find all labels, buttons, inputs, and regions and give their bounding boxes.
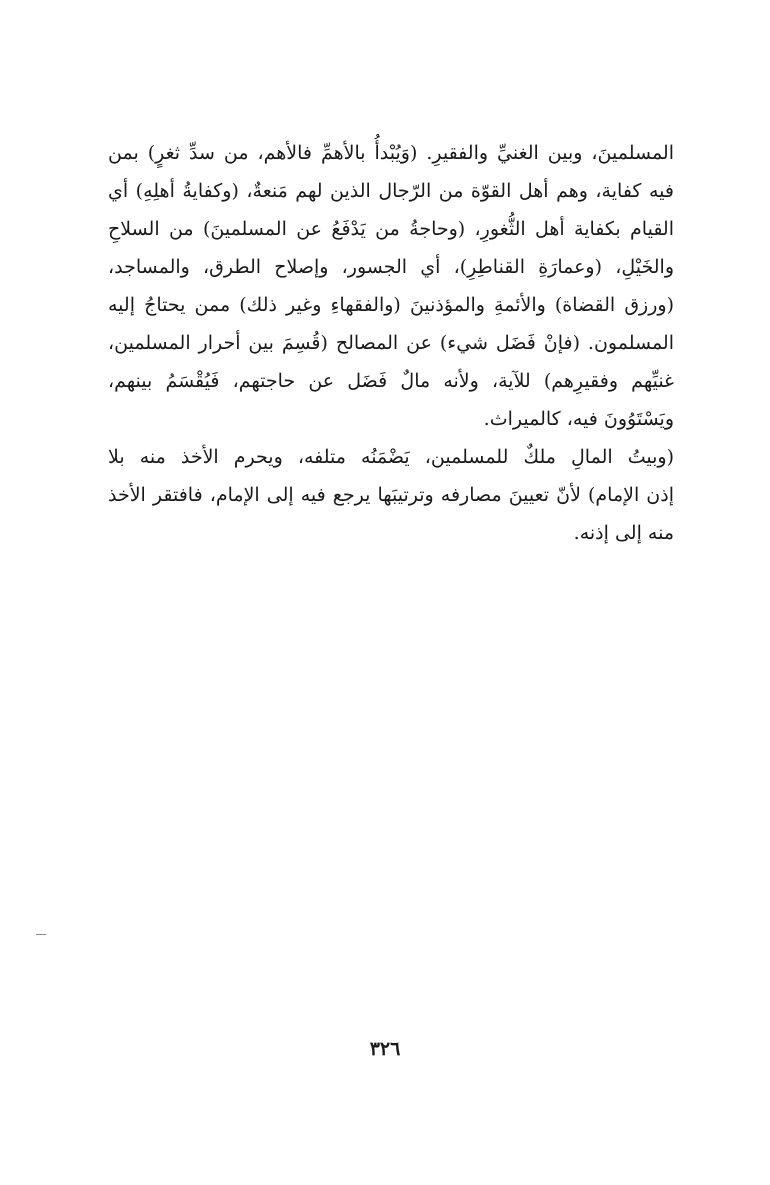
page-number: ٣٢٦ xyxy=(369,1038,401,1060)
paragraph-1 xyxy=(108,134,674,438)
text-line: غنيِّهم وفقيرِهم) للآية، ولأنه مالٌ فَضَل عن حاجتهم، فَيُقْسَمُ بينهم، xyxy=(108,370,674,392)
text-line: (وبيتُ المالِ ملكٌ للمسلمين، يَضْمَنُه متلفه، ويحرم الأخذ منه بلا xyxy=(108,446,674,468)
text-line: منه إلى إذنه. xyxy=(573,522,674,544)
text-line: إذن الإمام) لأنّ تعيينَ مصارفه وترتيبَها يرجع فيه إلى الإمام، فافتقر الأخذ xyxy=(108,484,674,506)
text-line: ويَسْتَوُونَ فيه، كالميراث. xyxy=(483,408,674,430)
text-line: المسلمينَ، وبين الغنيِّ والفقيرِ. (وَيُبْدأُ بالأهمِّ فالأهم، من سدِّ ثغرٍ) بمن xyxy=(108,142,674,164)
paragraph-2 xyxy=(108,438,674,552)
text-line: فيه كفاية، وهم أهل القوّة من الرّجال الذين لهم مَنعةٌ، (وكفايةُ أهلِهِ) أي xyxy=(108,180,674,202)
text-line: القيام بكفاية أهل الثُّغورِ، (وحاجةُ من يَدْفَعُ عن المسلمينَ) من السلاحِ xyxy=(108,218,674,240)
text-line: والخَيْلِ، (وعمارَةِ القناطِرِ)، أي الجسور، وإصلاح الطرق، والمساجد، xyxy=(108,256,674,278)
text-line: (ورزق القضاة) والأئمةِ والمؤذنينَ (والفقهاءِ وغير ذلك) ممن يحتاجُ إليه xyxy=(108,294,674,316)
text-line: المسلمون. (فإنْ فَضَل شيء) عن المصالح (قُسِمَ بين أحرار المسلمين، xyxy=(108,332,674,354)
margin-mark xyxy=(36,934,46,935)
